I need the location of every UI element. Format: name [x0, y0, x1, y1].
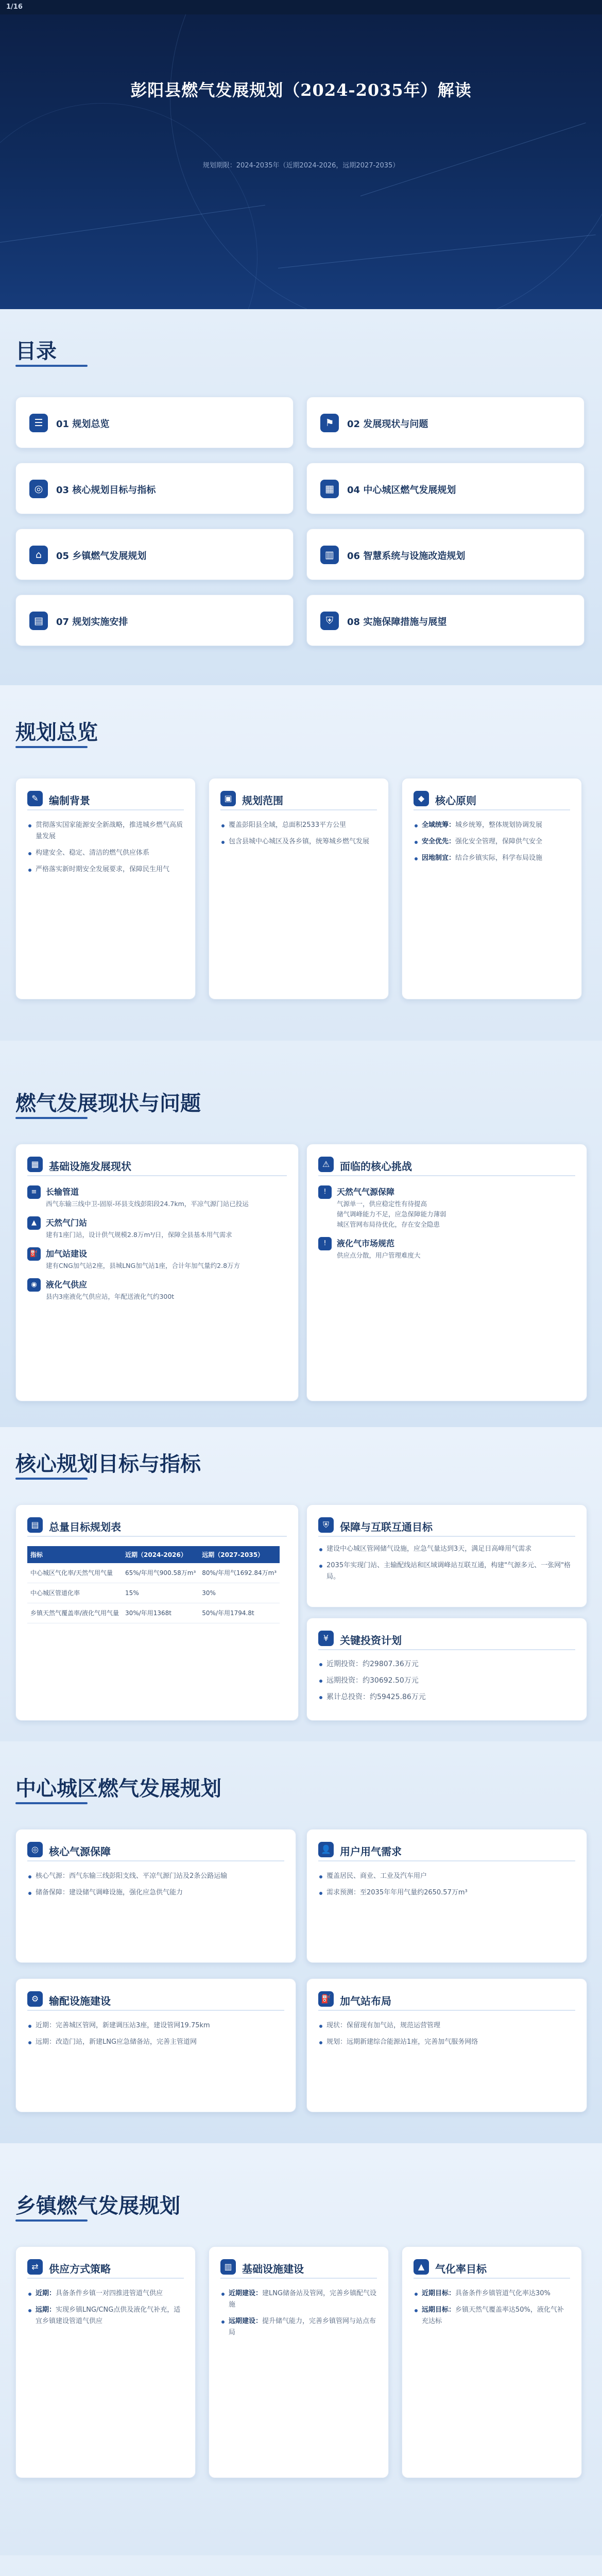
sub-item-bullet: 城区管网布局待优化，存在安全隐患 [337, 1221, 440, 1228]
section-rule [15, 1117, 88, 1119]
table-cell: 30%/年用1368t [122, 1603, 199, 1623]
bullet-list [318, 1544, 575, 1588]
bullet-item: 包含县城中心城区及各乡镇，统筹城乡燃气发展 [220, 836, 377, 848]
content-card [15, 1978, 296, 2112]
bullet-text: 具备条件乡镇一对四推进管道气供应 [56, 2290, 163, 2297]
toc-item[interactable] [15, 463, 294, 514]
bullet-list [27, 1871, 284, 1904]
card-header-icon: ⛨ [318, 1517, 334, 1533]
card-title: 核心原则 [435, 794, 476, 807]
bullet-text: 结合乡镇实际，科学布局设施 [455, 854, 543, 862]
sub-item-list [27, 1185, 287, 1309]
toc-item[interactable] [15, 529, 294, 580]
table-cell: 65%/年用气900.58万m³ [122, 1563, 199, 1583]
card-header [318, 1156, 575, 1176]
bullet-label: 近期： [36, 2290, 56, 2297]
content-card [306, 1978, 587, 2112]
sub-item-text: 建有1座门站，设计供气规模2.8万m³/日，保障全县基本用气需求 [46, 1231, 232, 1239]
sub-item-heading: 长输管道 [46, 1187, 79, 1197]
card-header [27, 1990, 284, 2011]
sub-item-heading: 液化气市场规范 [337, 1239, 395, 1248]
content-card [402, 2246, 582, 2478]
card-title: 规划范围 [242, 794, 283, 807]
bullet-text: 城乡统筹，整体规划协调发展 [455, 821, 543, 829]
bullet-item [220, 2316, 377, 2338]
bullet-item: 2035年实现门站、主输配线站和区域调峰站互联互通，构建"气源多元、一张网"格局。 [318, 1560, 575, 1583]
sub-item-heading: 天然气气源保障 [337, 1187, 395, 1197]
card-header [318, 1841, 575, 1861]
bullet-list [27, 2288, 184, 2332]
bullet-list [318, 1871, 575, 1904]
bullet-label: 因地制宜： [422, 854, 456, 862]
table-header: 远期（2027-2035） [199, 1546, 280, 1563]
bullet-list [414, 2288, 570, 2332]
toc-item-label: 06 智慧系统与设施改造规划 [347, 551, 466, 562]
toc-item[interactable] [15, 595, 294, 646]
toc-item-icon: ⌂ [29, 546, 48, 564]
bullet-item: 需求预测：至2035年年用气量约2650.57万m³ [318, 1887, 575, 1899]
table-cell: 80%/年用气1692.84万m³ [199, 1563, 280, 1583]
card-header-icon: ◆ [414, 791, 429, 806]
sub-item-icon: ▲ [27, 1216, 41, 1230]
bullet-list [318, 1658, 575, 1708]
toc-item-icon: ◎ [29, 480, 48, 498]
toc-item-icon: ⚑ [320, 414, 339, 432]
card-title: 面临的核心挑战 [340, 1160, 412, 1173]
section-rule [15, 746, 88, 748]
card-header [27, 1516, 287, 1537]
toc-item-icon: ▤ [29, 612, 48, 630]
bullet-item: 建设中心城区管网储气设施，应急气量达到3天，满足日高峰用气需求 [318, 1544, 575, 1555]
card-title: 基础设施发展现状 [49, 1160, 131, 1173]
sub-item [318, 1237, 575, 1261]
bullet-label: 远期： [36, 2306, 56, 2314]
bullet-item: 覆盖彭阳县全域，总面积2533平方公里 [220, 820, 377, 831]
sub-item-text: 建有CNG加气站2座，县城LNG加气站1座，合计年加气量约2.8万方 [46, 1262, 240, 1269]
card-title: 编制背景 [49, 794, 90, 807]
sub-item-bullet: 供应点分散，用户管理难度大 [337, 1251, 421, 1259]
bullet-label: 远期建设： [229, 2317, 263, 2325]
sub-item [27, 1278, 287, 1302]
card-title: 基础设施建设 [242, 2263, 304, 2275]
toc-item[interactable] [306, 463, 584, 514]
toc-item-label: 01 规划总览 [56, 419, 110, 430]
sub-item [318, 1185, 575, 1230]
bullet-item: 近期：完善城区管网，新建调压站3座，建设管网19.75km [27, 2020, 284, 2031]
bullet-list [414, 820, 570, 869]
toc-title: 目录 [15, 340, 57, 363]
bullet-item: 远期投资：约30692.50万元 [318, 1675, 575, 1686]
toc-item-label: 04 中心城区燃气发展规划 [347, 485, 456, 496]
targets-title: 核心规划目标与指标 [15, 1452, 201, 1476]
bullet-item [220, 2288, 377, 2311]
table-cell: 乡镇天然气覆盖率/液化气用气量 [27, 1603, 122, 1623]
card-title: 保障与互联互通目标 [340, 1521, 433, 1533]
toc-item-icon: ▦ [320, 480, 339, 498]
bullet-label: 近期建设： [229, 2290, 263, 2297]
bullet-item [414, 2288, 570, 2299]
bullet-list [27, 2020, 284, 2053]
bullet-list [318, 2020, 575, 2053]
content-card [306, 1829, 587, 1963]
bullet-list [220, 2288, 377, 2344]
sub-item-icon: ! [318, 1237, 332, 1250]
card-title: 输配设施建设 [49, 1995, 111, 2007]
bullet-label: 全域统筹： [422, 821, 456, 829]
bullet-item [27, 2288, 184, 2299]
table-cell: 中心城区管道化率 [27, 1583, 122, 1603]
content-card [306, 1144, 587, 1401]
sub-item-heading: 天然气门站 [46, 1218, 88, 1228]
card-header-icon: ✎ [27, 791, 43, 806]
content-card [15, 1504, 299, 1721]
section-rule [15, 365, 88, 367]
bullet-text: 具备条件乡镇管道气化率达30% [455, 2290, 551, 2297]
content-card [15, 2246, 196, 2478]
sub-item-icon: ! [318, 1185, 332, 1199]
towns-section [0, 2143, 602, 2555]
bullet-text: 乡镇天然气覆盖率达50%，液化气补充达标 [422, 2306, 564, 2325]
sub-item-text: 县内3座液化气供应站，年配送液化气约300t [46, 1293, 175, 1300]
toc-item-label: 03 核心规划目标与指标 [56, 485, 156, 496]
card-header [27, 1841, 284, 1861]
toc-item-label: 07 规划实施安排 [56, 617, 128, 628]
card-header-icon: ⇄ [27, 2259, 43, 2275]
bullet-label: 安全优先： [422, 838, 456, 845]
bullet-item [27, 2304, 184, 2327]
toc-item-icon: ⛨ [320, 612, 339, 630]
card-header [318, 1516, 575, 1537]
card-header-icon: ▦ [27, 1157, 43, 1172]
bullet-label: 近期目标： [422, 2290, 456, 2297]
card-title: 气化率目标 [435, 2263, 487, 2275]
sub-item [27, 1247, 287, 1271]
table-cell: 15% [122, 1583, 199, 1603]
targets-table [27, 1546, 280, 1623]
bullet-item [414, 2304, 570, 2327]
card-header-icon: ▤ [27, 1517, 43, 1533]
bullet-text: 强化安全管理，保障供气安全 [455, 838, 543, 845]
card-header-icon: ▲ [414, 2259, 429, 2275]
card-header [27, 790, 184, 810]
bullet-item: 近期投资：约29807.36万元 [318, 1658, 575, 1670]
toc-item-label: 08 实施保障措施与展望 [347, 617, 447, 628]
card-header-icon: 👤 [318, 1842, 334, 1857]
sub-item [27, 1216, 287, 1240]
sub-item-bullet: 储气调峰能力不足，应急保障能力薄弱 [337, 1210, 446, 1218]
sub-item-heading: 液化气供应 [46, 1280, 88, 1290]
section-rule [15, 1478, 88, 1480]
section-rule [15, 1802, 88, 1804]
card-title: 关键投资计划 [340, 1634, 402, 1647]
toc-item-label: 02 发展现状与问题 [347, 419, 428, 430]
bullet-item: 核心气源：西气东输三线彭阳支线、平凉气源门站及2条公路运输 [27, 1871, 284, 1882]
card-header [318, 1630, 575, 1650]
sub-item-list [318, 1185, 575, 1268]
card-header-icon: ⚙ [27, 1991, 43, 2007]
table-header: 近期（2024-2026） [122, 1546, 199, 1563]
card-header-icon: ◎ [27, 1842, 43, 1857]
sub-item [27, 1185, 287, 1209]
card-title: 供应方式策略 [49, 2263, 111, 2275]
page-indicator: 1/16 [0, 0, 602, 14]
content-card [306, 1504, 587, 1607]
page-subtitle: 规划期限：2024-2035年（近期2024-2026，远期2027-2035） [202, 162, 400, 170]
sub-item-heading: 加气站建设 [46, 1249, 88, 1259]
bullet-label: 远期目标： [422, 2306, 456, 2314]
table-row [27, 1603, 280, 1623]
card-title: 核心气源保障 [49, 1845, 111, 1858]
card-header [27, 2258, 184, 2279]
bullet-item: 贯彻落实国家能源安全新战略，推进城乡燃气高质量发展 [27, 820, 184, 842]
card-header [414, 2258, 570, 2279]
bullet-item: 累计总投资：约59425.86万元 [318, 1691, 575, 1703]
toc-item-icon: ▥ [320, 546, 339, 564]
bullet-text: 实现乡镇LNG/CNG点供及液化气补充，适宜乡镇建设管道气供应 [36, 2306, 181, 2325]
overview-section [0, 685, 602, 1041]
table-row [27, 1563, 280, 1583]
card-header-icon: ▣ [220, 791, 236, 806]
bullet-item: 覆盖居民、商业、工业及汽车用户 [318, 1871, 575, 1882]
toc-section [0, 309, 602, 685]
card-header-icon: ▥ [220, 2259, 236, 2275]
smart-section [0, 2555, 602, 2576]
bullet-text: 提升储气能力，完善乡镇管网与站点布局 [229, 2317, 376, 2336]
bullet-text: 建LNG储备站及管网，完善乡镇配气设施 [229, 2290, 377, 2309]
center-section [0, 1741, 602, 2143]
content-card [306, 1618, 587, 1721]
section-rule [15, 2219, 88, 2222]
bullet-item [414, 836, 570, 848]
content-card [15, 778, 196, 999]
status-section [0, 1041, 602, 1427]
sub-item-icon: ⛽ [27, 1247, 41, 1261]
content-card [209, 778, 389, 999]
bullet-list [27, 820, 184, 880]
card-header [318, 1990, 575, 2011]
bullet-item: 现状：保留现有加气站，规范运营管理 [318, 2020, 575, 2031]
center-title: 中心城区燃气发展规划 [15, 1777, 221, 1801]
sub-item-bullet: 气源单一，供应稳定性有待提高 [337, 1200, 427, 1208]
bullet-list [220, 820, 377, 853]
status-title: 燃气发展现状与问题 [15, 1092, 201, 1115]
page-title: 彭阳县燃气发展规划（2024-2035年）解读 [130, 80, 472, 100]
hero-banner [0, 0, 602, 309]
bullet-item [414, 853, 570, 864]
card-header-icon: ¥ [318, 1631, 334, 1646]
card-title: 用户用气需求 [340, 1845, 402, 1858]
table-cell: 中心城区气化率/天然气用气量 [27, 1563, 122, 1583]
bullet-item: 规划：远期新建综合能源站1座，完善加气服务网络 [318, 2037, 575, 2048]
targets-section [0, 1427, 602, 1741]
content-card [209, 2246, 389, 2478]
bullet-item: 远期：改造门站，新建LNG应急储备站，完善主管道网 [27, 2037, 284, 2048]
table-row [27, 1583, 280, 1603]
sub-item-text: 西气东输三线中卫-固原-环县支线彭阳段24.7km，平凉气源门站已投运 [46, 1200, 249, 1208]
table-header-row [27, 1546, 280, 1563]
towns-title: 乡镇燃气发展规划 [15, 2194, 180, 2218]
card-header [414, 790, 570, 810]
sub-item-icon: ◉ [27, 1278, 41, 1292]
toc-item[interactable] [15, 397, 294, 448]
content-card [402, 778, 582, 999]
toc-item[interactable] [306, 595, 584, 646]
bullet-item [414, 820, 570, 831]
card-title: 加气站布局 [340, 1995, 391, 2007]
bullet-item: 储备保障：建设储气调峰设施，强化应急供气能力 [27, 1887, 284, 1899]
card-header [220, 790, 377, 810]
overview-title: 规划总览 [15, 721, 98, 744]
content-card [15, 1829, 296, 1963]
content-card [15, 1144, 299, 1401]
toc-item-icon: ☰ [29, 414, 48, 432]
card-header-icon: ⚠ [318, 1157, 334, 1172]
bullet-item: 严格落实新时期安全发展要求，保障民生用气 [27, 864, 184, 875]
card-header [220, 2258, 377, 2279]
sub-item-icon: ≡ [27, 1185, 41, 1199]
card-header [27, 1156, 287, 1176]
toc-item[interactable] [306, 529, 584, 580]
table-header: 指标 [27, 1546, 122, 1563]
bullet-item: 构建安全、稳定、清洁的燃气供应体系 [27, 848, 184, 859]
table-cell: 30% [199, 1583, 280, 1603]
card-header-icon: ⛽ [318, 1991, 334, 2007]
card-title: 总量目标规划表 [49, 1521, 121, 1533]
toc-item[interactable] [306, 397, 584, 448]
table-cell: 50%/年用1794.8t [199, 1603, 280, 1623]
toc-item-label: 05 乡镇燃气发展规划 [56, 551, 147, 562]
